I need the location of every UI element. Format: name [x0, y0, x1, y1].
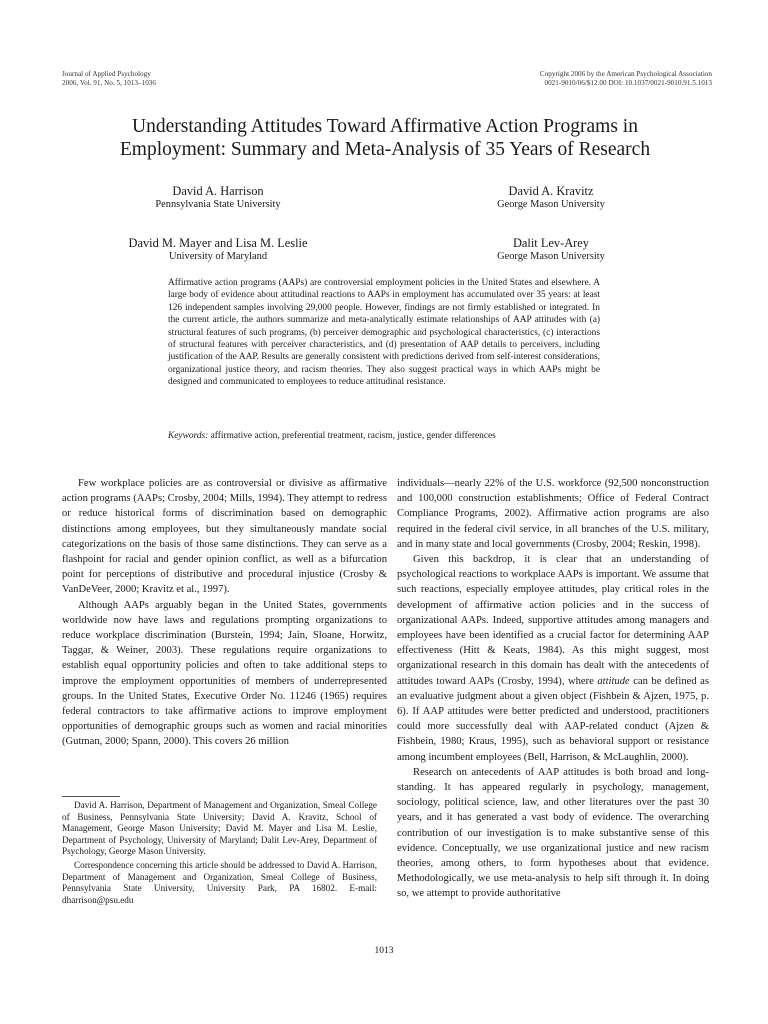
page-number: 1013 [374, 946, 394, 956]
footnote-divider [62, 796, 120, 797]
author-name: David A. Harrison [172, 184, 264, 198]
keywords [168, 430, 600, 442]
body-text: Given this backdrop, it is clear that an understanding of psychological reactions to workplace AAPs is important. We assume that such reactions, especially employee attitudes, play critical roles in the development of affirmative action policies and in the success of organizational AAPs. Indeed, supportive attitudes among managers and employees have been identified as a crucial factor for determining AAP effectiveness (Hitt & Keats, 1984). As this might suggest, most organizational research in this domain has dealt with the antecedents of attitudes toward AAPs (Crosby, 1994), where [397, 554, 709, 687]
emphasized-term: attitude [597, 675, 630, 687]
keywords-text: affirmative action, preferential treatment, racism, justice, gender differences [210, 431, 496, 441]
footnote-paragraph: David A. Harrison, Department of Management and Organization, Smeal College of Business, Pennsylvania State University; David A. Kravitz, School of Management, George Mason University; David M. Mayer and Lisa M. Leslie, Department of Psychology, University of Maryland; Dalit Lev-Arey, Department of Psychology, George Mason University. [62, 800, 377, 857]
body-paragraph: individuals—nearly 22% of the U.S. workforce (92,500 nonconstruction and 100,000 construction establishments; Office of Federal Contract Compliance Programs, 2002). Affirmative action programs are also required in the federal civil service, in all branches of the U.S. military, and in many state and local governments (Crosby, 2004; Reskin, 1998). [397, 478, 709, 550]
author-name: David A. Kravitz [508, 184, 594, 198]
author-affiliation: George Mason University [497, 251, 605, 262]
author-note [62, 800, 377, 908]
title-line-1: Understanding Attitudes Toward Affirmative Action Programs in [132, 116, 638, 137]
journal-volume: 2006, Vol. 91, No. 5, 1013–1036 [62, 78, 156, 87]
copyright-line: Copyright 2006 by the American Psychological Association [539, 70, 712, 78]
author-name: Dalit Lev-Arey [512, 236, 590, 250]
body-text: can be defined as an evaluative judgment about a given object (Fishbein & Ajzen, 1975, p. 6). If AAP attitudes were better predicted and understood, practitioners could more successfully deal with AAP-related conduct (Ajzen & Fishbein, 1980; Kraus, 1995), such as behavioral support or resistance among incumbent employees (Bell, Harrison, & McLaughlin, 2000). [397, 675, 709, 763]
body-paragraph: Research on antecedents of AAP attitudes is both broad and long-standing. It has appeared regularly in psychology, management, sociology, political science, law, and other literatures over the past 30 years, and it has generated a vast body of evidence. The overarching contribution of our investigation is to make substantive sense of this evidence. Conceptually, we use organizational justice and new racism theories, among others, to form hypotheses about that evidence. Methodologically, we use meta-analysis to help sift through it. In doing so, we attempt to provide authoritative [397, 766, 709, 900]
keywords-label: Keywords: [168, 431, 209, 441]
body-column-left [62, 476, 387, 750]
author-block [426, 184, 676, 211]
body-paragraph: Although AAPs arguably began in the United States, governments worldwide now have laws and regulations prompting organizations to reduce workplace discrimination (Burstein, 1994; Jain, Sloane, Horwitz, Taggar, & Weiner, 2003). These regulations require organizations to establish equal opportunity policies and often to take additional steps to improve the employment opportunities of members of underrepresented groups. In the United States, Executive Order No. 11246 (1965) requires federal contractors to take affirmative actions to improve employment opportunities of demographic groups such as women and racial minorities (Gutman, 2000; Spann, 2000). This covers 26 million [62, 599, 387, 748]
body-paragraph [397, 552, 709, 765]
author-affiliation: University of Maryland [168, 251, 268, 262]
author-block [93, 184, 343, 211]
title-line-2: Employment: Summary and Meta-Analysis of 35 Years of Research [119, 139, 651, 160]
author-block [426, 236, 676, 263]
copyright-header [540, 70, 712, 88]
doi-line: 0021-9010/06/$12.00 DOI: 10.1037/0021-9010.91.5.1013 [544, 78, 712, 87]
author-affiliation: George Mason University [497, 199, 605, 210]
body-column-right [397, 476, 709, 902]
author-affiliation: Pennsylvania State University [155, 199, 281, 210]
author-block [93, 236, 343, 263]
body-paragraph: Few workplace policies are as controversial or divisive as affirmative action programs (AAPs; Crosby, 2004; Mills, 1994). They attempt to redress or reduce historical forms of discrimination based on demographic distinctions among employees, but they simultaneously mandate social categorizations on the basis of those same distinctions. They can serve as a flashpoint for racial and gender opinion conflict, as well as a bifurcation point for perceptions of distributive and procedural injustice (Crosby & VanDeVeer, 2000; Kravitz et al., 1997). [62, 478, 387, 596]
author-name: David M. Mayer and Lisa M. Leslie [128, 236, 308, 250]
journal-header [62, 70, 156, 88]
footnote-paragraph: Correspondence concerning this article should be addressed to David A. Harrison, Department of Management and Organization, Smeal College of Business, Pennsylvania State University, University Park, PA 16802. E-mail: dharrison@psu.edu [62, 859, 377, 905]
abstract: Affirmative action programs (AAPs) are controversial employment policies in the United States and elsewhere. A large body of evidence about attitudinal reactions to AAPs in employment has accumulated over 35 years: at least 126 independent samples involving 29,000 people. However, findings are not firmly established or integrated. In the current article, the authors summarize and meta-analytically estimate relationships of AAP attitudes with (a) structural features of such programs, (b) perceiver demographic and psychological characteristics, (c) interactions of structural features with perceiver characteristics, and (d) presentation of AAP details to perceivers, including justification of the AAP. Results are generally consistent with predictions derived from self-interest considerations, organizational justice theory, and racism theories. They also suggest practical ways in which AAPs might be designed and communicated to employees to reduce attitudinal resistance. [168, 278, 600, 388]
article-title [60, 115, 710, 161]
journal-name: Journal of Applied Psychology [62, 70, 151, 78]
